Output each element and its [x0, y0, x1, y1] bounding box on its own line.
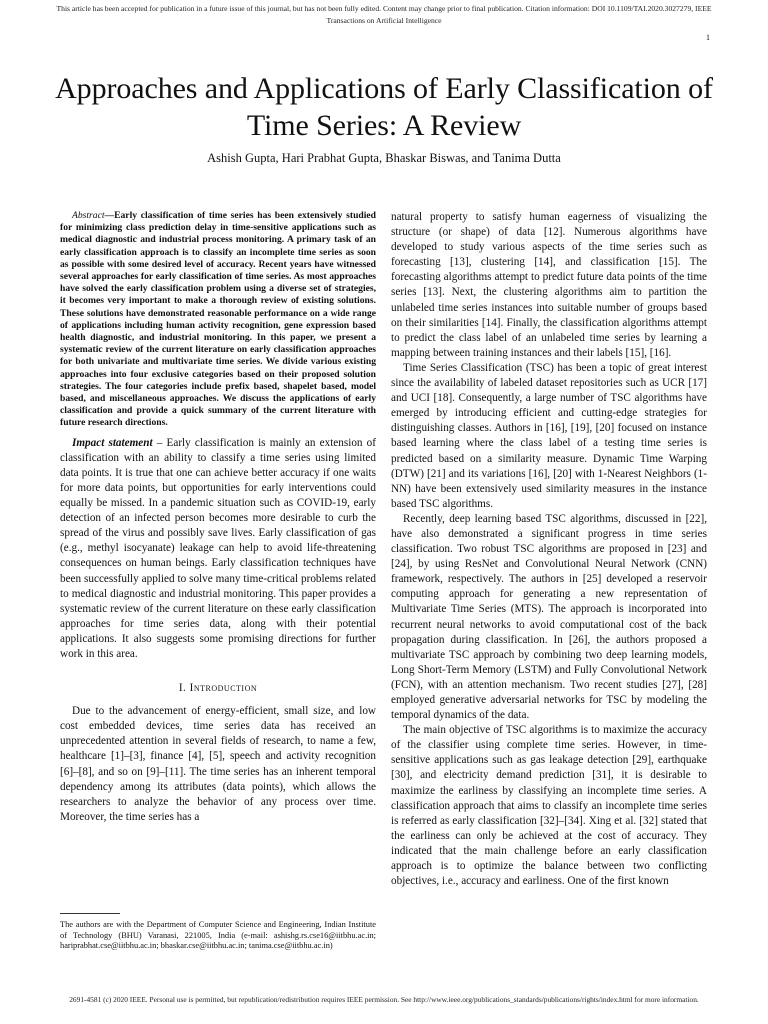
impact-statement	[60, 436, 376, 662]
abstract	[60, 210, 376, 430]
section-heading-introduction	[60, 681, 376, 696]
author-affiliation-footnote: The authors are with the Department of Computer Science and Engineering, Indian Institute of Technology (BHU) Varanasi, 221005, India (e-mail: ashishg.rs.cse16@iitbhu.ac.in; hariprabhat.cse@iitbhu.ac.in; bhaskar.cse@iitbhu.ac.in; tanima.cse@iitbhu.ac.in)	[60, 920, 376, 951]
abstract-text: —Early classification of time series has been extensively studied for minimizing class prediction delay in time-sensitive applications such as medical diagnostic and industrial process monitoring. A primary task of an early classification approach is to classify an incomplete time series as soon as possible with some desired level of accuracy. Recent years have witnessed several approaches for early classification of time series. As most approaches have solved the early classification problem using a diverse set of strategies, it becomes very important to make a thorough review of existing solutions. These solutions have demonstrated reasonable performance on a wide range of applications including human activity recognition, gene expression based health diagnostic, and industrial monitoring. In this paper, we present a systematic review of the current literature on early classification approaches for both univariate and multivariate time series. We divide various existing approaches into four exclusive categories based on their proposed solution strategies. The four categories include prefix based, shapelet based, model based, and miscellaneous approaches. We discuss the applications of early classification and provide a quick summary of the current literature with future research directions.	[60, 210, 376, 429]
publication-notice-line2: Transactions on Artificial Intelligence	[326, 16, 442, 25]
publication-notice	[0, 3, 768, 27]
impact-statement-text: – Early classification is mainly an extension of classification with an ability to classify a time series using limited data points. It is true that one can achieve better accuracy if one waits for more data points, but opportunities for early interventions could equally be missed. In a pandemic situation such as COVID-19, early detection of an infected person becomes more desirable to curb the spread of the virus and possibly save lives. Early classification of gas (e.g., methyl isocyanate) leakage can help to avoid life-threatening consequences on human beings. Early classification techniques have been successfully applied to solve many time-critical problems related to medical diagnostic and industrial monitoring. This paper provides a systematic review of the current literature on these early classification approaches for time series data, along with their potential applications. It also suggests some promising directions for further work in this area.	[60, 436, 376, 660]
body-paragraph-objective: The main objective of TSC algorithms is to maximize the accuracy of the classifier using complete time series. However, in time-sensitive applications such as gas leakage detection [29], earthquake [30], and electricity demand prediction [31], it is desirable to maximize the earliness by classifying an incomplete time series. A classification approach that aims to classify an incomplete time series is referred as early classification [32]–[34]. Xing et al. [32] stated that the earliness can only be achieved at the cost of accuracy. They indicated that the main challenge before an early classification approach is to optimize the balance between two conflicting objectives, i.e., accuracy and earliness. One of the first known	[391, 724, 707, 888]
left-column	[60, 210, 376, 825]
body-paragraph-tsc: Time Series Classification (TSC) has been a topic of great interest since the availability of labeled dataset repositories such as UCR [17] and UCI [18]. Consequently, a large number of TSC algorithms have emerged by introducing efficient and cutting-edge strategies for distinguishing classes. Authors in [16], [19], [20] focused on instance based learning where the class label of a testing time series is predicted based on a similarity measure. Dynamic Time Warping (DTW) [21] and its variations [16], [20] with 1-Nearest Neighbors (1-NN) have been extensively used similarity measures in the instance based TSC algorithms.	[391, 361, 707, 510]
right-column	[391, 210, 707, 889]
publication-notice-line1: This article has been accepted for publication in a future issue of this journal, but has not been fully edited. Content may change prior to final publication. Citation information: DOI 10.1109/TAI.2020.3027279, IEEE	[56, 4, 712, 13]
page-number: 1	[706, 33, 710, 42]
section-number: I.	[178, 682, 190, 695]
paper-title: Approaches and Applications of Early Classification of Time Series: A Review	[55, 72, 713, 142]
section-title: Introduction	[189, 682, 258, 695]
footnote-divider	[60, 913, 120, 914]
author-list: Ashish Gupta, Hari Prabhat Gupta, Bhaskar Biswas, and Tanima Dutta	[207, 151, 561, 165]
body-paragraph-deep-learning: Recently, deep learning based TSC algorithms, discussed in [22], have also demonstrated a significant progress in time series classification. Two robust TSC algorithms are proposed in [23] and [24], by using ResNet and Convolutional Neural Network (CNN) framework, respectively. The authors in [25] developed a reservoir computing approach for generating a new representation of Multivariate Time Series (MTS). The approach is incorporated into recurrent neural networks to avoid computational cost of the back propagation during classification. In [26], the authors proposed a multivariate TSC approach by combining two deep learning models, Long Short-Term Memory (LSTM) and Fully Convolutional Network (FCN), with an attention mechanism. Two recent studies [27], [28] employed generative adversarial networks for TSC by modeling the temporal dynamics of the data.	[391, 512, 707, 722]
abstract-label: Abstract	[72, 210, 105, 221]
body-paragraph-continuation: natural property to satisfy human eagerness of visualizing the structure (or shape) of data [12]. Numerous algorithms have developed to study various aspects of the time series such as forecasting [13], clustering [14], and classification [15]. The forecasting algorithms attempt to predict future data points of the time series [13]. Next, the clustering algorithms aim to partition the unlabeled time series instances into suitable number of groups based on their similarities [14]. Finally, the classification algorithms attempt to predict the class label of an unlabeled time series by learning a mapping between training instances and their labels [15], [16].	[391, 211, 707, 359]
impact-statement-label: Impact statement	[72, 436, 153, 449]
intro-paragraph-1: Due to the advancement of energy-efficient, small size, and low cost embedded devices, time series data has received an unprecedented attention in several fields of research, to name a few, healthcare [1]–[3], finance [4], [5], speech and activity recognition [6]–[8], and so on [9]–[11]. The time series has an inherent temporal dependency among its attributes (data points), which allows the researchers to analyze the behavior of any process over time. Moreover, the time series has a	[60, 705, 376, 823]
copyright-notice: 2691-4581 (c) 2020 IEEE. Personal use is permitted, but republication/redistribution requires IEEE permission. See http://www.ieee.org/publications_standards/publications/rights/index.html for more information.	[69, 995, 699, 1004]
